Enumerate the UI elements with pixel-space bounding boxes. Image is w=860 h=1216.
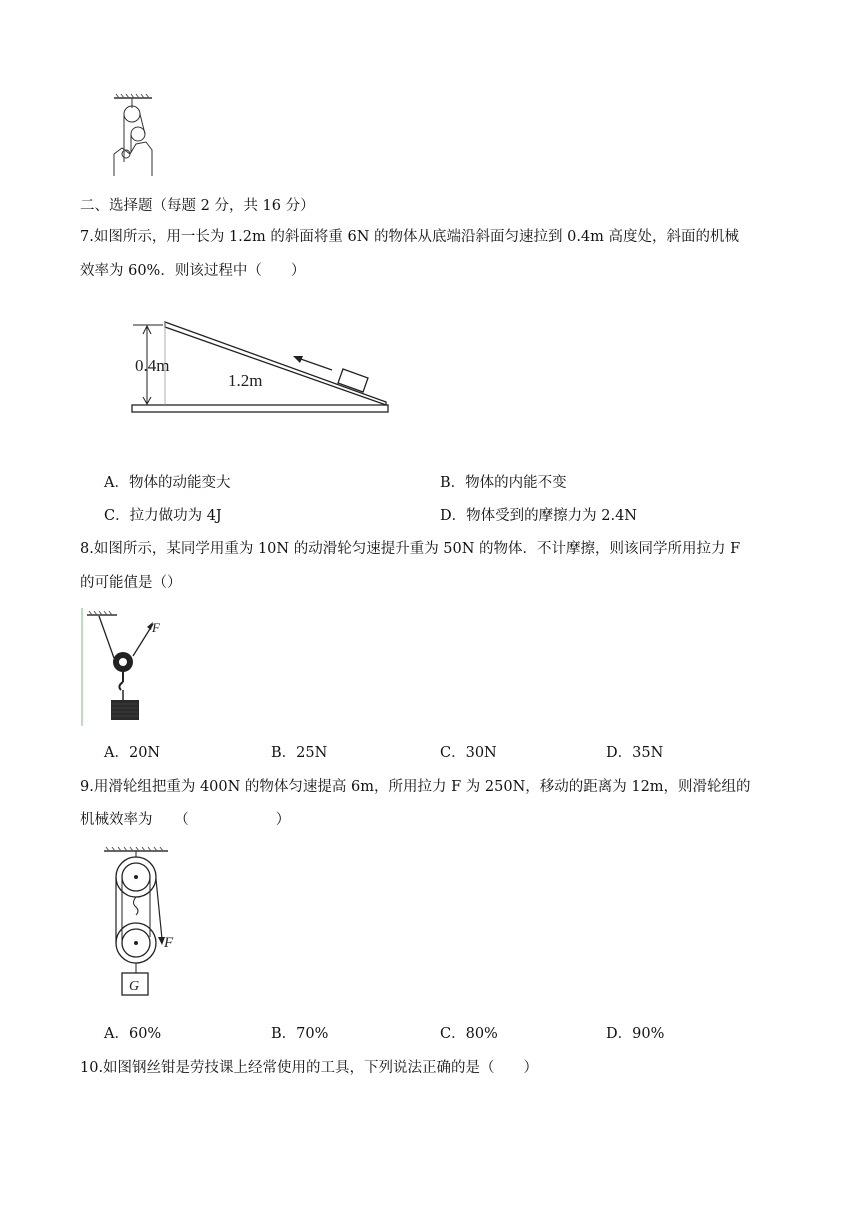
incline-length-label: 1.2m — [228, 371, 263, 390]
q7-option-c[interactable]: C．拉力做功为 4J — [104, 508, 222, 524]
q8-force-label: F — [152, 620, 160, 635]
q9-option-a[interactable]: A．60% — [104, 1026, 162, 1042]
q9-text-line1: 9.用滑轮组把重为 400N 的物体匀速提高 6m，所用拉力 F 为 250N，移动的距离为 12m，则滑轮组的 — [80, 779, 751, 795]
q7-text-line1: 7.如图所示，用一长为 1.2m 的斜面将重 6N 的物体从底端沿斜面匀速拉到 0.4m 高度处，斜面的机械 — [80, 229, 740, 245]
incline-figure — [125, 318, 395, 418]
q9-option-d[interactable]: D．90% — [606, 1026, 665, 1042]
q7-option-a[interactable]: A．物体的动能变大 — [104, 475, 231, 491]
q8-option-a[interactable]: A．20N — [104, 745, 161, 761]
pulley-block-figure — [98, 845, 188, 1005]
block-on-incline — [338, 369, 368, 392]
incline-height-label: 0.4m — [135, 356, 170, 375]
movable-pulley-figure — [81, 608, 163, 726]
q8-option-d[interactable]: D．35N — [606, 745, 664, 761]
q8-option-c[interactable]: C．30N — [440, 745, 497, 761]
q9-text-line2: 机械效率为 （ ） — [80, 812, 291, 828]
q8-text-line2: 的可能值是（） — [80, 575, 182, 591]
q9-option-b[interactable]: B．70% — [271, 1026, 329, 1042]
q9-weight-label: G — [129, 979, 140, 994]
q9-force-label: F — [164, 935, 174, 951]
weight-block — [111, 700, 139, 720]
q7-text-line2: 效率为 60%．则该过程中（ ） — [80, 263, 306, 279]
q9-option-c[interactable]: C．80% — [440, 1026, 498, 1042]
pull-arrow-icon — [293, 356, 303, 363]
q10-text-line1: 10.如图钢丝钳是劳技课上经常使用的工具，下列说法正确的是（ ） — [80, 1060, 539, 1076]
pulley-figure-previous — [100, 92, 170, 182]
section-title: 二、选择题（每题 2 分，共 16 分） — [80, 198, 315, 214]
q7-option-d[interactable]: D．物体受到的摩擦力为 2.4N — [440, 508, 637, 524]
q8-option-b[interactable]: B．25N — [271, 745, 328, 761]
q8-text-line1: 8.如图所示，某同学用重为 10N 的动滑轮匀速提升重为 50N 的物体．不计摩擦，则该同学所用拉力 F — [80, 541, 741, 557]
q7-option-b[interactable]: B．物体的内能不变 — [440, 475, 567, 491]
